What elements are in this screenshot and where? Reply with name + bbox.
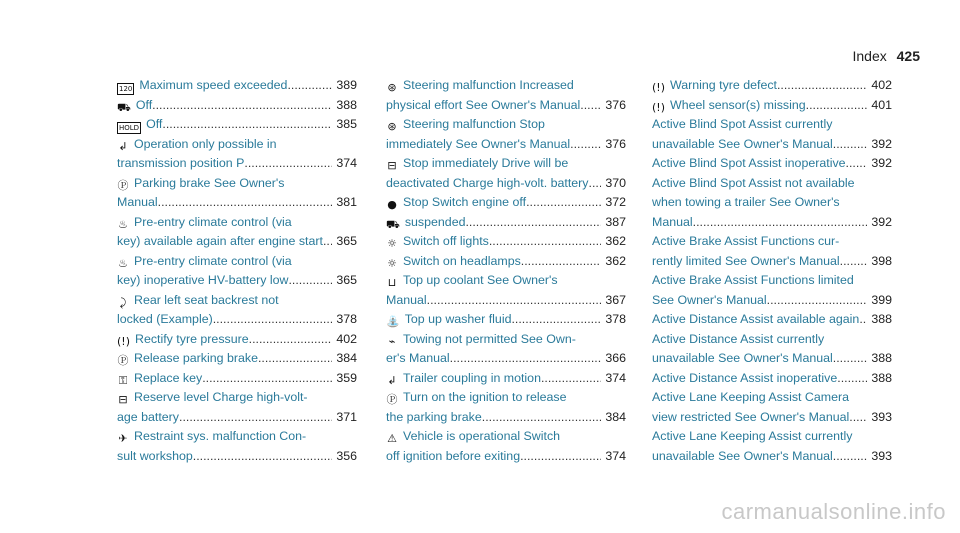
entry-text[interactable]: key) inoperative HV-battery low: [117, 273, 289, 287]
entry-text[interactable]: See Owner's Manual: [652, 292, 767, 307]
page-reference[interactable]: 356: [336, 448, 357, 463]
page-reference[interactable]: 388: [871, 370, 892, 385]
page-reference[interactable]: 362: [605, 253, 626, 268]
page-header: [853, 48, 921, 64]
entry-text[interactable]: Warning tyre defect: [670, 78, 777, 92]
entry-line: [117, 213, 357, 233]
index-entry[interactable]: [117, 96, 357, 116]
index-entry[interactable]: [117, 174, 357, 213]
entry-line: [117, 174, 357, 194]
entry-text[interactable]: Maximum speed exceeded: [139, 78, 288, 92]
entry-text[interactable]: Active Blind Spot Assist currently: [652, 117, 833, 131]
index-entry[interactable]: [386, 193, 626, 213]
entry-leader-line: [652, 408, 892, 428]
entry-line: [652, 427, 892, 447]
entry-text[interactable]: physical effort See Owner's Manual: [386, 97, 581, 112]
entry-text[interactable]: sult workshop: [117, 448, 193, 463]
entry-line: [652, 232, 892, 252]
index-entry[interactable]: [652, 232, 892, 271]
index-entry[interactable]: [386, 252, 626, 272]
vehicle-off-icon: ⛟: [386, 217, 400, 231]
index-column-1: [117, 76, 357, 466]
index-entry[interactable]: [386, 427, 626, 466]
dot-leader: [526, 193, 601, 213]
entry-text[interactable]: Restraint sys. malfunction Con-: [134, 429, 307, 443]
entry-leader-line: [386, 135, 626, 155]
entry-text[interactable]: Wheel sensor(s) missing: [670, 97, 806, 112]
battery-icon: ⊟: [118, 393, 128, 406]
page-reference[interactable]: 376: [605, 136, 626, 151]
dot-leader: [489, 232, 601, 252]
entry-text[interactable]: Active Blind Spot Assist not available: [652, 175, 855, 190]
watermark: carmanualsonline.info: [721, 499, 946, 524]
entry-leader-line: [386, 252, 626, 272]
entry-text[interactable]: Off: [135, 97, 153, 112]
index-entry[interactable]: [652, 369, 892, 389]
entry-leader-line: [386, 193, 626, 213]
entry-text[interactable]: Turn on the ignition to release: [403, 390, 567, 404]
steering-icon: ⊛: [387, 81, 397, 94]
page-reference[interactable]: 388: [871, 351, 892, 365]
dot-leader: [287, 76, 332, 96]
entry-text[interactable]: Stop Switch engine off: [403, 195, 527, 209]
index-entry[interactable]: [386, 310, 626, 330]
index-entry[interactable]: [652, 388, 892, 427]
index-entry[interactable]: [652, 310, 892, 330]
entry-leader-line: [652, 291, 892, 311]
dot-leader: [777, 76, 867, 96]
page-reference[interactable]: 392: [871, 214, 892, 229]
index-entry[interactable]: [386, 232, 626, 252]
entry-leader-line: [652, 369, 892, 389]
entry-leader-line: [652, 213, 892, 233]
dot-leader: [482, 408, 602, 428]
page-reference[interactable]: 388: [336, 97, 357, 112]
entry-text[interactable]: Operation only possible in: [134, 136, 277, 151]
entry-text[interactable]: Active Distance Assist currently: [652, 331, 825, 346]
entry-leader-line: [652, 96, 892, 116]
entry-leader-line: [117, 330, 357, 350]
page-reference[interactable]: 374: [336, 156, 357, 170]
entry-leader-line: [117, 310, 357, 330]
entry-text[interactable]: Stop immediately Drive will be: [403, 156, 569, 170]
entry-line: [386, 115, 626, 135]
entry-text[interactable]: Reserve level Charge high-volt-: [134, 390, 308, 404]
entry-text[interactable]: Steering malfunction Stop: [403, 117, 545, 131]
dot-leader: [520, 447, 601, 467]
page-reference[interactable]: 398: [871, 253, 892, 268]
lights-icon: ☼: [387, 237, 397, 250]
index-entry[interactable]: [386, 213, 626, 233]
index-entry[interactable]: [652, 154, 892, 174]
entry-text[interactable]: Release parking brake: [134, 351, 258, 365]
index-entry[interactable]: [386, 271, 626, 310]
entry-text[interactable]: locked (Example): [117, 312, 213, 326]
page-reference[interactable]: 381: [336, 195, 357, 209]
entry-leader-line: [386, 369, 626, 389]
dot-leader: [570, 135, 601, 155]
entry-text[interactable]: Top up coolant See Owner's: [403, 273, 558, 287]
parking-brake-icon: Ⓟ: [117, 178, 129, 192]
dot-leader: [258, 349, 332, 369]
entry-leader-line: [117, 96, 357, 116]
index-entry[interactable]: [652, 115, 892, 154]
entry-text[interactable]: Replace key: [134, 370, 203, 385]
entry-text[interactable]: suspended: [404, 214, 466, 229]
dot-leader: [465, 213, 601, 233]
entry-leader-line: [386, 96, 626, 116]
page-reference[interactable]: 378: [336, 312, 357, 326]
entry-line: [652, 193, 892, 213]
trailer-coupling-icon: ↲: [387, 373, 397, 387]
page-reference[interactable]: 366: [605, 351, 626, 365]
entry-text[interactable]: key) available again after engine start: [117, 234, 323, 248]
restraint-icon: ✈: [118, 432, 128, 445]
page-reference[interactable]: 402: [871, 78, 892, 92]
index-entry[interactable]: [117, 135, 357, 174]
dot-leader: [162, 115, 332, 135]
dot-leader: [859, 310, 867, 330]
tyre-icon: (!): [117, 334, 130, 348]
entry-line: [386, 76, 626, 96]
entry-leader-line: [652, 447, 892, 467]
entry-leader-line: [386, 232, 626, 252]
entry-text[interactable]: off ignition before exiting: [386, 448, 521, 463]
vehicle-off-icon: ⛟: [117, 100, 131, 114]
entry-leader-line: [117, 115, 357, 135]
key-icon: ⚿: [118, 373, 128, 387]
transmission-icon: ↲: [118, 139, 128, 153]
entry-line: [386, 330, 626, 350]
hold-icon: HOLD: [119, 124, 140, 132]
index-entry[interactable]: [652, 330, 892, 369]
entry-line: [652, 330, 892, 350]
index-entry[interactable]: [117, 427, 357, 466]
entry-leader-line: [386, 408, 626, 428]
entry-text[interactable]: unavailable See Owner's Manual: [652, 136, 833, 151]
index-column-2: [386, 76, 626, 466]
entry-text[interactable]: Trailer coupling in motion: [403, 370, 541, 385]
entry-leader-line: [117, 154, 357, 174]
dot-leader: [833, 447, 868, 467]
page-reference[interactable]: 388: [871, 312, 892, 326]
index-entry[interactable]: [386, 76, 626, 115]
dot-leader: [244, 154, 332, 174]
dot-leader: [193, 447, 333, 467]
entry-leader-line: [386, 174, 626, 194]
dot-leader: [849, 408, 867, 428]
dot-leader: [580, 96, 601, 116]
entry-text[interactable]: Vehicle is operational Switch: [403, 429, 561, 443]
page-reference[interactable]: 374: [605, 370, 626, 385]
entry-leader-line: [117, 271, 357, 291]
entry-text[interactable]: Manual: [386, 292, 427, 307]
dot-leader: [541, 369, 601, 389]
entry-leader-line: [117, 193, 357, 213]
entry-leader-line: [386, 291, 626, 311]
entry-line: [386, 427, 626, 447]
page-reference[interactable]: 374: [605, 448, 626, 463]
dot-leader: [833, 349, 868, 369]
entry-line: [117, 135, 357, 155]
entry-text[interactable]: Active Brake Assist Functions cur-: [652, 234, 840, 248]
entry-leader-line: [652, 310, 892, 330]
page-reference[interactable]: 371: [336, 409, 357, 424]
dot-leader: [323, 232, 332, 252]
entry-line: [652, 271, 892, 291]
dot-leader: [152, 96, 332, 116]
index-entry[interactable]: [117, 252, 357, 291]
entry-text[interactable]: immediately See Owner's Manual: [386, 136, 571, 151]
page-reference[interactable]: 365: [336, 273, 357, 287]
washer-fluid-icon: ⛲: [386, 315, 400, 328]
page-number: 425: [896, 48, 920, 64]
tyre-icon: (!): [652, 100, 665, 114]
entry-text[interactable]: er's Manual: [386, 351, 450, 365]
index-entry[interactable]: [652, 427, 892, 466]
entry-line: [117, 252, 357, 272]
entry-text[interactable]: unavailable See Owner's Manual: [652, 351, 833, 365]
warning-icon: ⚠: [387, 432, 397, 445]
dot-leader: [693, 213, 868, 233]
index-entry[interactable]: [652, 96, 892, 116]
entry-leader-line: [652, 154, 892, 174]
entry-text[interactable]: Active Lane Keeping Assist Camera: [652, 390, 849, 404]
entry-text[interactable]: Steering malfunction Increased: [403, 78, 574, 92]
entry-line: [386, 154, 626, 174]
tyre-icon: (!): [652, 81, 665, 94]
dot-leader: [511, 310, 601, 330]
entry-text[interactable]: Rectify tyre pressure: [135, 331, 249, 346]
entry-line: [117, 291, 357, 311]
climate-icon: ♨: [118, 217, 128, 231]
entry-leader-line: [652, 76, 892, 96]
page-reference[interactable]: 372: [605, 195, 626, 209]
entry-leader-line: [117, 76, 357, 96]
page-reference[interactable]: 393: [871, 409, 892, 424]
entry-leader-line: [386, 310, 626, 330]
page-reference[interactable]: 376: [605, 97, 626, 112]
entry-text[interactable]: Active Distance Assist inoperative: [652, 370, 838, 385]
entry-leader-line: [117, 232, 357, 252]
entry-text[interactable]: Pre-entry climate control (via: [134, 253, 292, 268]
page-reference[interactable]: 367: [605, 292, 626, 307]
page-reference[interactable]: 370: [605, 175, 626, 190]
entry-text[interactable]: Switch on headlamps: [403, 253, 521, 268]
entry-leader-line: [652, 252, 892, 272]
entry-line: [117, 388, 357, 408]
index-entry[interactable]: [117, 76, 357, 96]
entry-text[interactable]: Top up washer fluid: [404, 312, 512, 326]
page-reference[interactable]: 402: [336, 331, 357, 346]
entry-line: [652, 388, 892, 408]
entry-text[interactable]: Parking brake See Owner's: [134, 175, 285, 190]
page-reference[interactable]: 365: [336, 234, 357, 248]
page-reference[interactable]: 392: [871, 156, 892, 170]
page-reference[interactable]: 359: [336, 370, 357, 385]
dot-leader: [767, 291, 868, 311]
index-entry[interactable]: [386, 388, 626, 427]
entry-line: [386, 271, 626, 291]
entry-line: [652, 174, 892, 194]
seat-backrest-icon: ⤸: [119, 295, 127, 309]
index-entry[interactable]: [117, 330, 357, 350]
index-entry[interactable]: [386, 115, 626, 154]
entry-leader-line: [652, 349, 892, 369]
entry-text[interactable]: deactivated Charge high-volt. battery: [386, 175, 589, 190]
entry-text[interactable]: the parking brake: [386, 409, 482, 424]
dot-leader: [158, 193, 333, 213]
index-entry[interactable]: [652, 76, 892, 96]
index-entry[interactable]: [117, 291, 357, 330]
dot-leader: [427, 291, 602, 311]
section-title: Index: [852, 48, 887, 64]
coolant-icon: ⊔: [387, 276, 397, 289]
dot-leader: [840, 252, 868, 272]
page-reference[interactable]: 378: [605, 312, 626, 326]
entry-leader-line: [386, 349, 626, 369]
index-entry[interactable]: [386, 154, 626, 193]
battery-icon: ⊟: [387, 159, 397, 172]
entry-text[interactable]: Off: [146, 117, 163, 131]
index-entry[interactable]: [117, 388, 357, 427]
entry-text[interactable]: view restricted See Owner's Manual: [652, 409, 850, 424]
page-reference[interactable]: 384: [605, 409, 626, 424]
dot-leader: [589, 174, 602, 194]
index-entry[interactable]: [117, 349, 357, 369]
page-reference[interactable]: 392: [871, 136, 892, 151]
dot-leader: [179, 408, 332, 428]
entry-text[interactable]: Manual: [117, 195, 158, 209]
engine-stop-icon: ●: [387, 198, 397, 211]
speed-limit-icon: 120: [119, 85, 133, 93]
index-entry[interactable]: [652, 174, 892, 233]
page-reference[interactable]: 393: [871, 448, 892, 463]
page-reference[interactable]: 362: [605, 234, 626, 248]
index-entry[interactable]: [386, 369, 626, 389]
index-column-3: [652, 76, 892, 466]
entry-text[interactable]: Active Brake Assist Functions limited: [652, 273, 854, 287]
index-entry[interactable]: [117, 369, 357, 389]
dot-leader: [833, 135, 868, 155]
page-reference[interactable]: 399: [871, 292, 892, 307]
page-reference[interactable]: 384: [336, 351, 357, 365]
page-reference[interactable]: 387: [605, 214, 626, 229]
page-reference[interactable]: 401: [871, 97, 892, 112]
entry-text[interactable]: rently limited See Owner's Manual: [652, 253, 840, 268]
dot-leader: [213, 310, 333, 330]
entry-text[interactable]: Rear left seat backrest not: [134, 292, 279, 307]
lights-icon: ☼: [387, 256, 397, 270]
entry-line: [652, 115, 892, 135]
entry-text[interactable]: age battery: [117, 409, 179, 424]
entry-text[interactable]: unavailable See Owner's Manual: [652, 448, 833, 463]
dot-leader: [846, 154, 868, 174]
dot-leader: [202, 369, 332, 389]
index-entry[interactable]: [117, 213, 357, 252]
dot-leader: [450, 349, 602, 369]
entry-leader-line: [117, 349, 357, 369]
dot-leader: [288, 271, 332, 291]
entry-text[interactable]: Active Distance Assist available again: [652, 312, 860, 326]
entry-leader-line: [652, 135, 892, 155]
dot-leader: [249, 330, 333, 350]
parking-brake-icon: Ⓟ: [386, 393, 398, 406]
trailer-icon: ⌁: [388, 334, 396, 348]
entry-text[interactable]: Active Blind Spot Assist inoperative: [652, 156, 846, 170]
page-reference[interactable]: 389: [336, 78, 357, 92]
index-entry[interactable]: [117, 115, 357, 135]
dot-leader: [806, 96, 868, 116]
entry-line: [117, 427, 357, 447]
dot-leader: [837, 369, 867, 389]
index-entry[interactable]: [652, 271, 892, 310]
entry-leader-line: [117, 408, 357, 428]
climate-icon: ♨: [118, 256, 128, 270]
entry-text[interactable]: Active Lane Keeping Assist currently: [652, 429, 853, 443]
dot-leader: [521, 252, 602, 272]
entry-leader-line: [386, 213, 626, 233]
index-entry[interactable]: [386, 330, 626, 369]
entry-leader-line: [117, 447, 357, 467]
entry-text[interactable]: Towing not permitted See Own-: [403, 331, 576, 346]
parking-brake-icon: Ⓟ: [117, 354, 129, 367]
steering-icon: ⊛: [387, 120, 397, 133]
entry-leader-line: [117, 369, 357, 389]
entry-text[interactable]: Switch off lights: [403, 234, 489, 248]
entry-text[interactable]: Manual: [652, 214, 693, 229]
page-reference[interactable]: 385: [336, 117, 357, 131]
entry-line: [386, 388, 626, 408]
entry-text[interactable]: Pre-entry climate control (via: [134, 214, 292, 229]
entry-leader-line: [386, 447, 626, 467]
entry-text[interactable]: when towing a trailer See Owner's: [652, 195, 840, 209]
entry-text[interactable]: transmission position P: [117, 156, 245, 170]
